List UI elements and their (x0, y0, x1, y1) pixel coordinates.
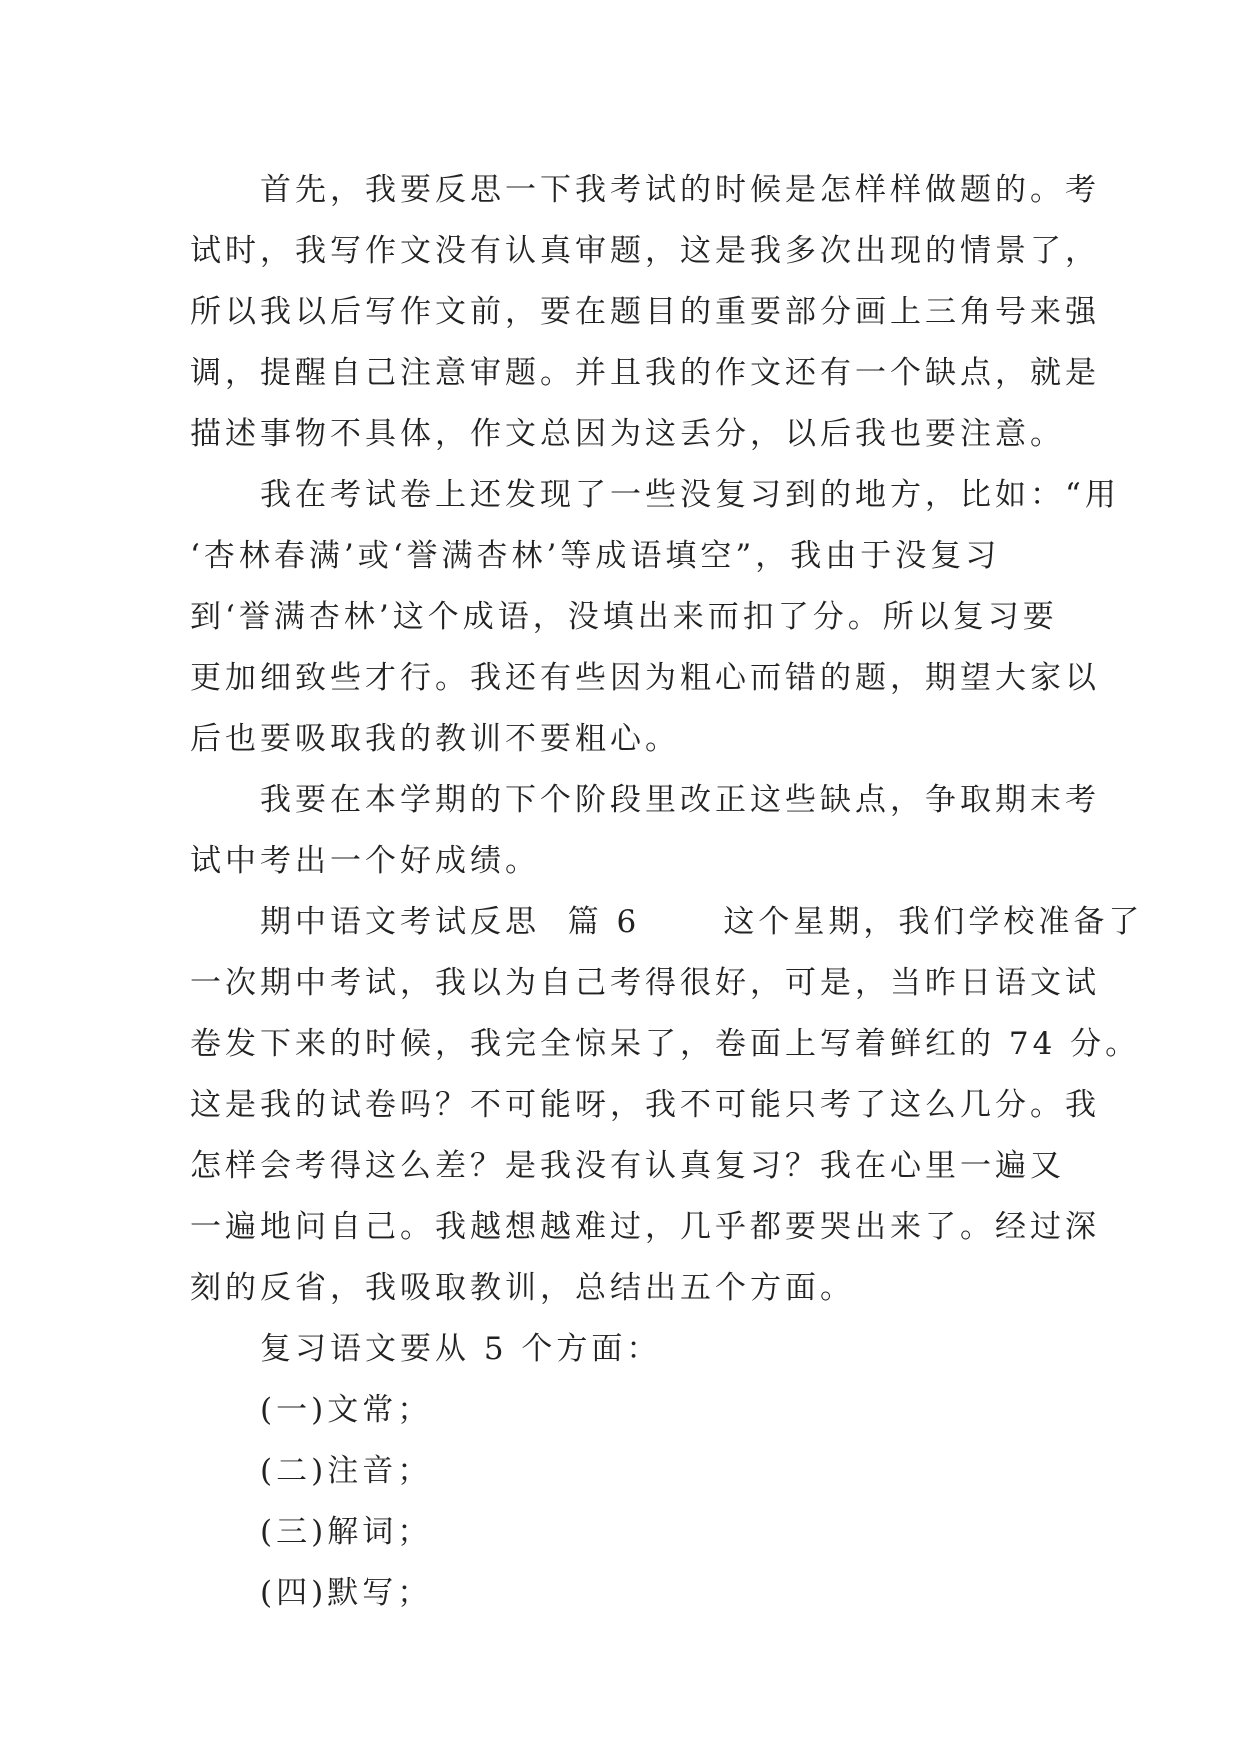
text-line: 首先，我要反思一下我考试的时候是怎样样做题的。考 (260, 172, 1100, 208)
text-line: 刻的反省，我吸取教训，总结出五个方面。 (190, 1270, 855, 1306)
text-line: (二)注音； (260, 1453, 433, 1489)
paragraph (190, 465, 1120, 770)
list-item (190, 1441, 1070, 1502)
text-line: 到‘誉满杏林’这个成语，没填出来而扣了分。所以复习要 (190, 599, 1058, 635)
list-item (190, 1380, 1070, 1441)
paragraph (190, 1319, 1070, 1380)
text-line: (三)解词； (260, 1514, 433, 1550)
text-line: 描述事物不具体，作文总因为这丢分，以后我也要注意。 (190, 416, 1065, 452)
text-line: 所以我以后写作文前，要在题目的重要部分画上三角号来强 (190, 294, 1100, 330)
list-item (190, 1563, 1070, 1624)
text-line: 我在考试卷上还发现了一些没复习到的地方，比如：“用 (260, 477, 1120, 513)
text-line: ‘杏林春满’或‘誉满杏林’等成语填空”，我由于没复习 (190, 538, 1001, 574)
paragraph (190, 770, 1100, 892)
text-line: 后也要吸取我的教训不要粗心。 (190, 721, 680, 757)
text-line: 一次期中考试，我以为自己考得很好，可是，当昨日语文试 (190, 965, 1100, 1001)
text-line: (四)默写； (260, 1575, 433, 1611)
text-line: 我要在本学期的下个阶段里改正这些缺点，争取期末考 (260, 782, 1100, 818)
text-line: 调，提醒自己注意审题。并且我的作文还有一个缺点，就是 (190, 355, 1100, 391)
text-line: 试时，我写作文没有认真审题，这是我多次出现的情景了， (190, 233, 1100, 269)
text-line: 卷发下来的时候，我完全惊呆了，卷面上写着鲜红的 74 分。 (190, 1026, 1141, 1062)
text-line: (一)文常； (260, 1392, 433, 1428)
paragraph (190, 892, 1144, 1319)
text-line: 期中语文考试反思 篇 6 这个星期，我们学校准备了 (260, 904, 1144, 940)
list-item (190, 1502, 1070, 1563)
text-line: 试中考出一个好成绩。 (190, 843, 540, 879)
text-line: 这是我的试卷吗？不可能呀，我不可能只考了这么几分。我 (190, 1087, 1100, 1123)
text-line: 更加细致些才行。我还有些因为粗心而错的题，期望大家以 (190, 660, 1100, 696)
text-line: 一遍地问自己。我越想越难过，几乎都要哭出来了。经过深 (190, 1209, 1100, 1245)
document-body (190, 160, 1144, 1624)
paragraph (190, 160, 1100, 465)
text-line: 复习语文要从 5 个方面： (260, 1331, 662, 1367)
text-line: 怎样会考得这么差？是我没有认真复习？我在心里一遍又 (190, 1148, 1065, 1184)
